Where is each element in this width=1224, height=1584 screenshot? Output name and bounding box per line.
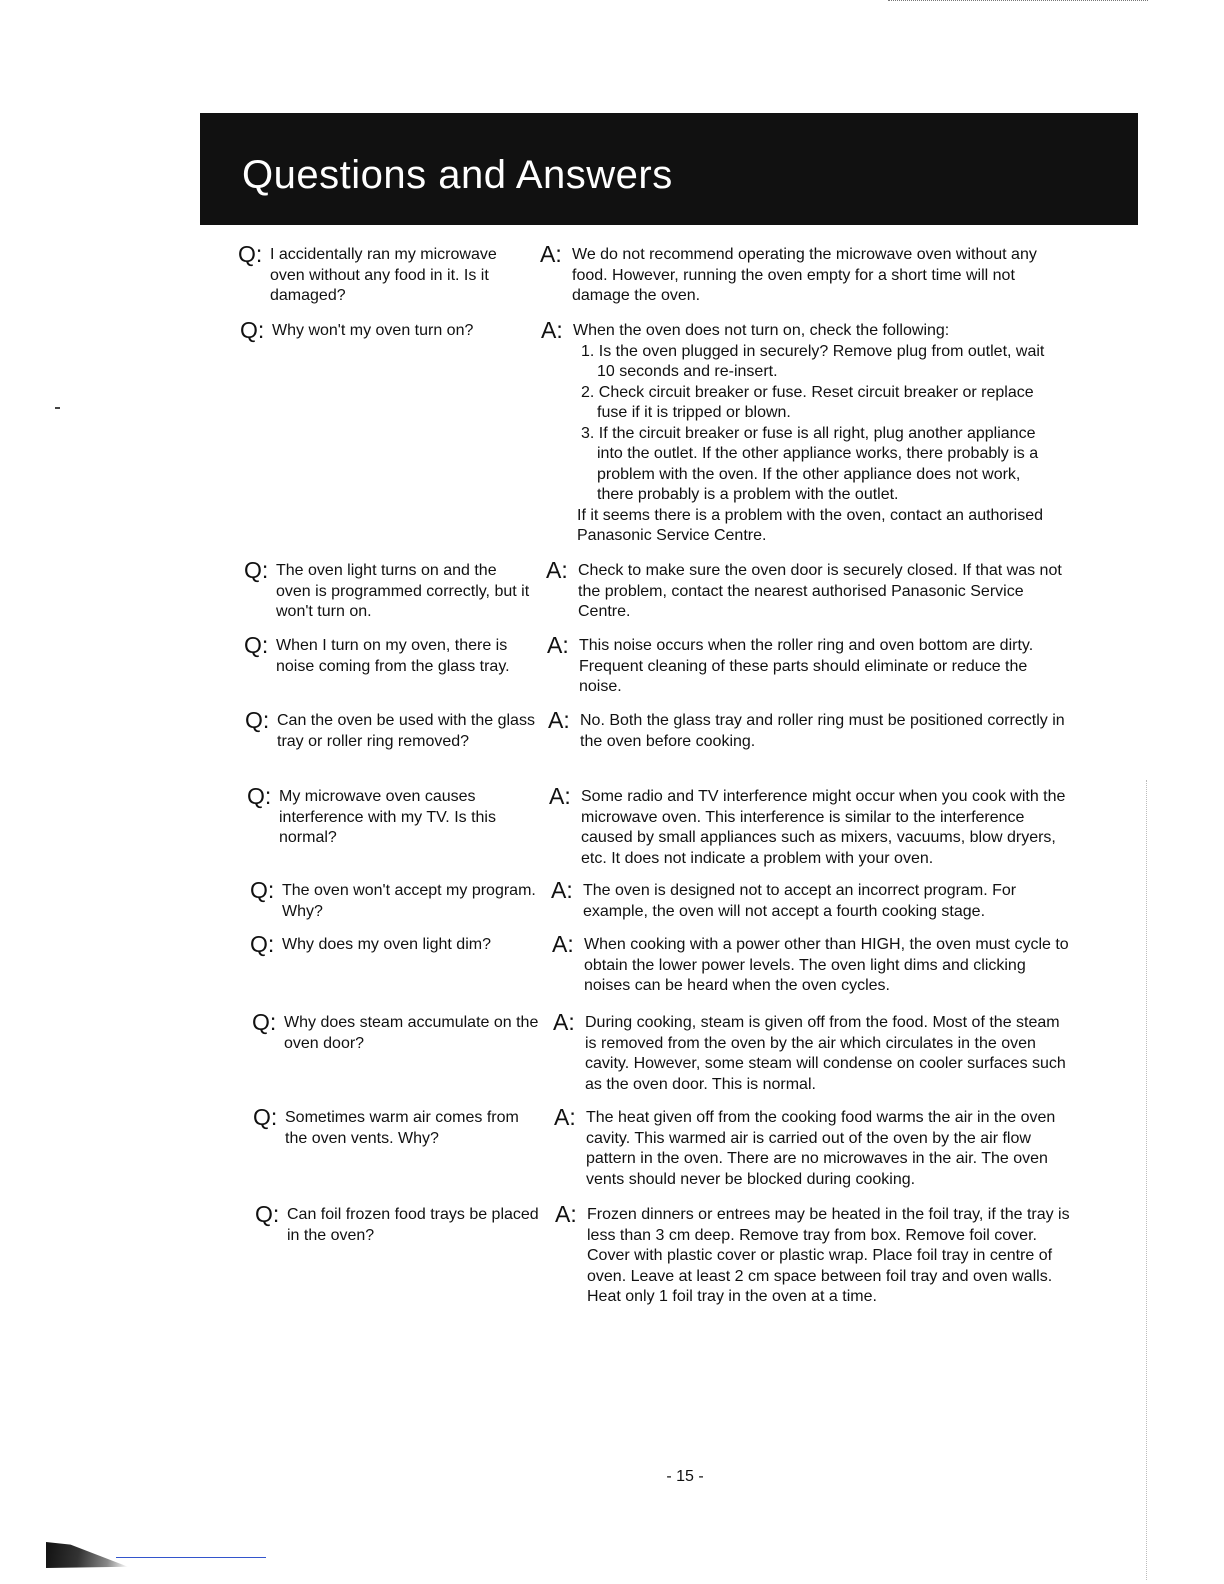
scan-margin-marks (1146, 780, 1147, 1580)
question-text: Why won't my oven turn on? (272, 322, 474, 339)
question-marker: Q: (240, 317, 265, 343)
question-block (247, 783, 537, 849)
page-title: Questions and Answers (242, 153, 673, 197)
answer-marker: A: (554, 1104, 576, 1130)
answer-marker: A: (540, 241, 562, 267)
question-block (240, 317, 530, 343)
answer-marker: A: (553, 1009, 575, 1035)
answer-block (546, 557, 1066, 623)
answer-text: The heat given off from the cooking food warms the air in the oven cavity. This warmed air is carried out of the oven by the air flow pattern in the oven. There are no microwaves in the air. The oven vents should never be blocked during cooking. (586, 1109, 1056, 1188)
answer-block (541, 317, 1061, 547)
answer-marker: A: (546, 557, 568, 583)
answer-step: 1. Is the oven plugged in securely? Remove plug from outlet, wait 10 seconds and re-insert. (581, 342, 1045, 380)
question-text: Can the oven be used with the glass tray or roller ring removed? (277, 712, 535, 750)
question-marker: Q: (250, 877, 275, 903)
answer-text: This noise occurs when the roller ring and oven bottom are dirty. Frequent cleaning of these parts should eliminate or reduce the noise. (579, 637, 1034, 695)
answer-intro: When the oven does not turn on, check the following: (573, 322, 950, 339)
answer-marker: A: (555, 1201, 577, 1227)
question-marker: Q: (238, 241, 263, 267)
answer-block (549, 783, 1069, 869)
answer-text: Some radio and TV interference might occur when you cook with the microwave oven. This interference is similar to the interference caused by small appliances such as mixers, vacuums, blow dryers, etc. It does not indicate a problem with your oven. (581, 788, 1066, 867)
answer-text: The oven is designed not to accept an incorrect program. For example, the oven will not accept a fourth cooking stage. (583, 882, 1017, 920)
answer-steps (541, 342, 1061, 506)
question-text: The oven won't accept my program. Why? (282, 882, 536, 920)
question-text: Why does my oven light dim? (282, 936, 491, 953)
question-marker: Q: (252, 1009, 277, 1035)
question-text: I accidentally ran my microwave oven without any food in it. Is it damaged? (270, 246, 497, 304)
scan-speck (55, 407, 60, 409)
title-banner (200, 113, 1138, 225)
question-text: The oven light turns on and the oven is programmed correctly, but it won't turn on. (276, 562, 530, 620)
answer-marker: A: (552, 931, 574, 957)
answer-step: 2. Check circuit breaker or fuse. Reset circuit breaker or replace fuse if it is tripped or blown. (581, 383, 1034, 421)
question-marker: Q: (245, 707, 270, 733)
answer-marker: A: (551, 877, 573, 903)
question-text: Can foil frozen food trays be placed in the oven? (287, 1206, 539, 1244)
question-block (253, 1104, 543, 1149)
answer-block (548, 707, 1068, 752)
question-block (250, 931, 540, 957)
answer-block (555, 1201, 1075, 1308)
question-text: When I turn on my oven, there is noise coming from the glass tray. (276, 637, 510, 675)
answer-text: Frozen dinners or entrees may be heated in the foil tray, if the tray is less than 3 cm deep. Remove tray from box. Remove foil cover. Cover with plastic cover or plastic wrap. Place foil tray in centre of oven. Leave at least 2 cm space between foil tray and oven walls. Heat only 1 foil tray in the oven at a time. (587, 1206, 1070, 1305)
answer-text: During cooking, steam is given off from the food. Most of the steam is removed from the oven by the air which circulates in the oven cavity. However, some steam will condense on cooler surfaces such as the oven door. This is normal. (585, 1014, 1066, 1093)
question-block (245, 707, 535, 752)
scan-smudge (46, 1542, 128, 1568)
question-block (255, 1201, 545, 1246)
answer-block (553, 1009, 1073, 1095)
answer-block (551, 877, 1071, 922)
answer-marker: A: (549, 783, 571, 809)
question-marker: Q: (253, 1104, 278, 1130)
answer-block (554, 1104, 1074, 1190)
answer-text: When cooking with a power other than HIGH, the oven must cycle to obtain the lower power levels. The oven light dims and clicking noises can be heard when the oven cycles. (584, 936, 1069, 994)
question-block (252, 1009, 542, 1054)
question-marker: Q: (250, 931, 275, 957)
scan-blue-line (116, 1557, 266, 1558)
answer-block (552, 931, 1072, 997)
question-marker: Q: (244, 557, 269, 583)
question-block (244, 557, 534, 623)
answer-text: Check to make sure the oven door is securely closed. If that was not the problem, contact the nearest authorised Panasonic Service Centre. (578, 562, 1062, 620)
question-marker: Q: (244, 632, 269, 658)
question-marker: Q: (255, 1201, 280, 1227)
question-marker: Q: (247, 783, 272, 809)
answer-marker: A: (541, 317, 563, 343)
page-number: - 15 - (666, 1468, 704, 1485)
question-text: Sometimes warm air comes from the oven vents. Why? (285, 1109, 519, 1147)
question-block (238, 241, 528, 307)
answer-step: 3. If the circuit breaker or fuse is all right, plug another appliance into the outlet. If the other appliance works, there probably is a problem with the oven. If the other appliance does not work, there probably is a problem with the outlet. (581, 424, 1039, 503)
question-block (244, 632, 534, 677)
question-block (250, 877, 540, 922)
answer-text: We do not recommend operating the microwave oven without any food. However, running the oven empty for a short time will not damage the oven. (572, 246, 1037, 304)
answer-text: No. Both the glass tray and roller ring must be positioned correctly in the oven before cooking. (580, 712, 1065, 750)
answer-block (547, 632, 1067, 698)
answer-note: If it seems there is a problem with the oven, contact an authorised Panasonic Service Centre. (577, 506, 1044, 544)
answer-block (540, 241, 1060, 307)
question-text: My microwave oven causes interference with my TV. Is this normal? (279, 788, 496, 846)
answer-marker: A: (548, 707, 570, 733)
scan-edge-line (888, 0, 1148, 1)
answer-marker: A: (547, 632, 569, 658)
question-text: Why does steam accumulate on the oven door? (284, 1014, 539, 1052)
